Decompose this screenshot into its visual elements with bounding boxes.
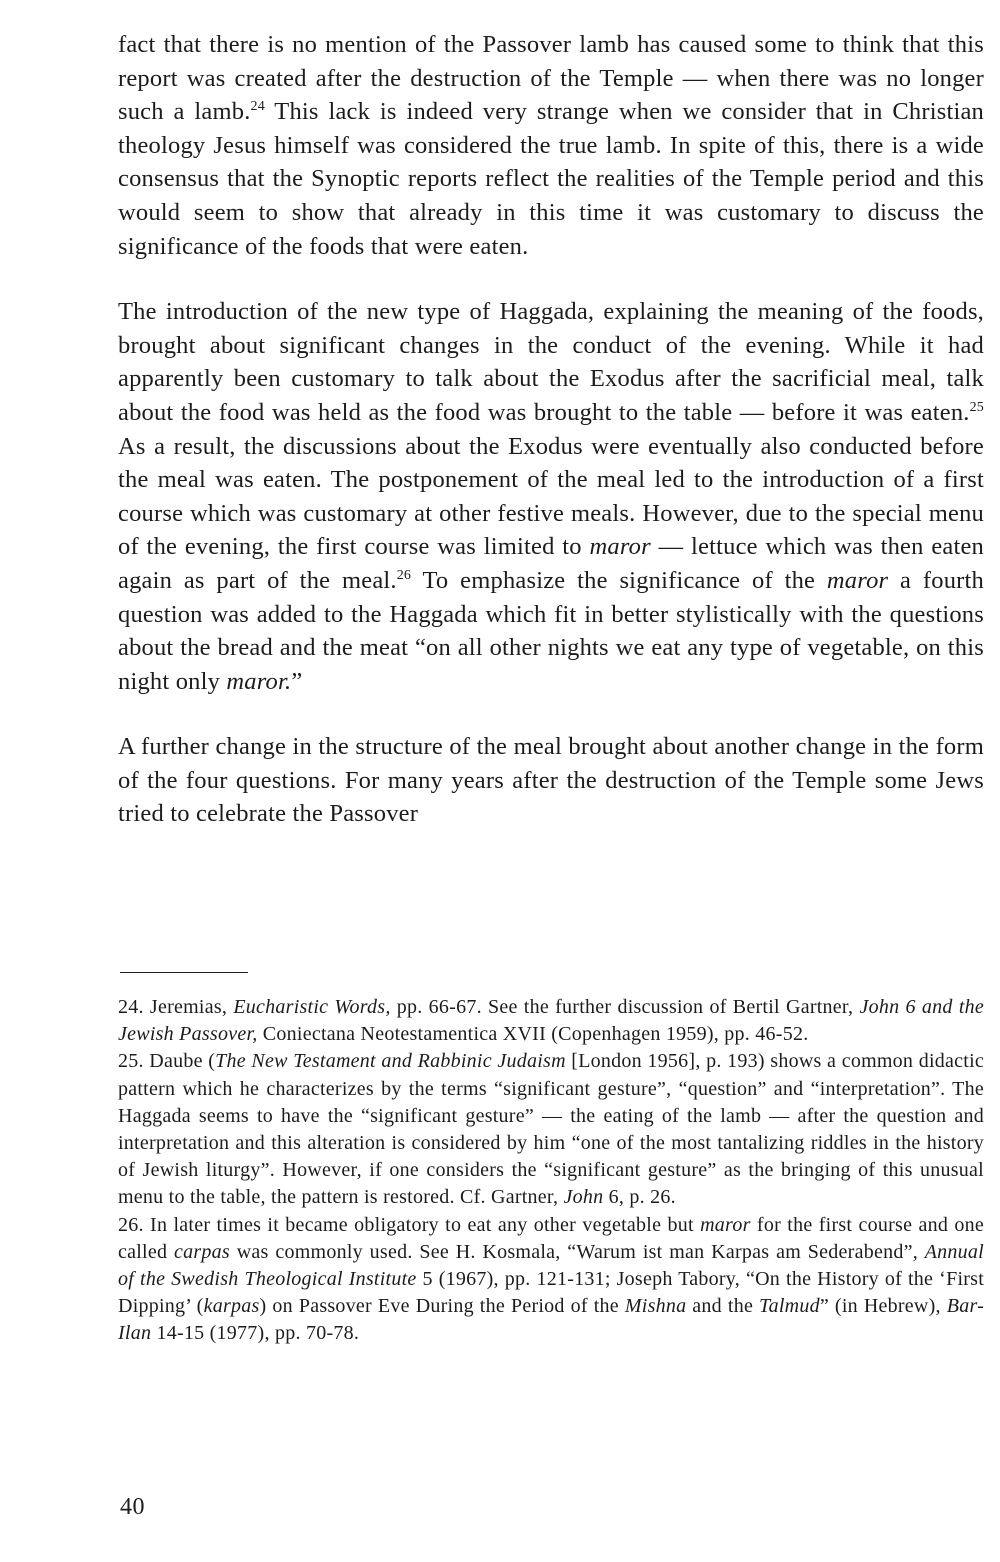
footnote [118,1212,984,1348]
text-run: was commonly used. See H. Kosmala, “Warum ist man Karpas am Sederabend”, [229,1240,925,1263]
text-run: [London 1956], p. 193) shows a common didactic pattern which he characterizes by the terms “significant gesture”, “question” and “interpretation”. The Haggada seems to have the “significant gesture” — the eating of the lamb — after the question and interpretation and this alteration is considered by him “one of the most tantalizing riddles in the history of Jewish liturgy”. However, if one considers the “significant gesture” as the bringing of this unusual menu to the table, the pattern is restored. Cf. Gartner, [118,1050,984,1209]
body-text [118,28,984,831]
text-run: Coniectana Neotestamentica XVII (Copenhagen 1959), pp. 46-52. [257,1023,809,1046]
text-run: fact that there is no mention of the Passover lamb has caused some to think that this report was created after the destruction of the Temple — when there was no longer such a lamb. [118,31,984,126]
text-run: 6, p. 26. [603,1186,676,1209]
footnote [118,994,984,1048]
text-run: As a result, the discussions about the Exodus were eventually also conducted before the meal was eaten. The postponement of the meal led to the introduction of a first course which was customary at other festive meals. However, due to the special menu of the evening, the first course was limited to [118,432,984,561]
text-run: 25. Daube ( [118,1050,216,1073]
footnote-ref: 25 [969,399,984,415]
text-run: ” [291,667,303,695]
text-run: pp. 66-67. See the further discussion of Bertil Gartner, [390,996,860,1018]
page-number: 40 [120,1494,145,1520]
text-run: a fourth question was added to the Haggada which fit in better stylistically with the questions about the bread and the meat “on all other nights we eat any type of vegetable, on this night only [118,566,984,695]
text-run: for the first course and one called [118,1213,985,1263]
italic-text: John 6 and the Jewish Passover, [118,996,985,1046]
text-run: 26. In later times it became obligatory to eat any other vegetable but [118,1213,701,1236]
italic-text: Mishna [624,1295,687,1318]
text-run: 14-15 (1977), pp. 70-78. [151,1322,360,1345]
text-run: ) on Passover Eve During the Period of the [259,1295,625,1318]
text-run: To emphasize the significance of the [411,566,827,594]
italic-text: The New Testament and Rabbinic Judaism [215,1050,566,1073]
italic-text: John [563,1186,604,1209]
footnotes [118,994,984,1348]
italic-text: Talmud [759,1295,820,1318]
footnote-ref: 24 [250,99,265,115]
italic-text: maror [700,1213,751,1236]
paragraph [118,295,984,698]
italic-text: maror [589,533,651,561]
italic-text: Eucharistic Words, [233,996,391,1018]
italic-text: Bar-Ilan [118,1295,984,1345]
paragraph [118,730,984,831]
text-run: and the [686,1295,760,1318]
text-run: — lettuce which was then eaten again as part of the meal. [118,533,984,594]
text-run: A further change in the structure of the meal brought about another change in the form of the four questions. For many years after the destruction of the Temple some Jews tried to celebrate the Passover [118,733,984,828]
text-run: 5 (1967), pp. 121-131; Joseph Tabory, “On the History of the ‘First Dipping’ ( [118,1268,984,1318]
italic-text: maror. [226,667,292,695]
footnote-separator [120,972,248,973]
paragraph [118,28,984,263]
italic-text: maror [826,566,889,594]
text-run: ” (in Hebrew), [819,1295,947,1318]
text-run: 24. Jeremias, [118,996,234,1018]
italic-text: Annual of the Swedish Theological Institute [118,1240,984,1291]
footnote-ref: 26 [396,567,412,583]
text-run: The introduction of the new type of Haggada, explaining the meaning of the foods, brought about significant changes in the conduct of the evening. While it had apparently been customary to talk about the Exodus after the sacrificial meal, talk about the food was held as the food was brought to the table — before it was eaten. [118,298,984,426]
italic-text: karpas [203,1295,260,1318]
footnote [118,1048,984,1211]
italic-text: carpas [174,1240,230,1263]
text-run: This lack is indeed very strange when we consider that in Christian theology Jesus himself was considered the true lamb. In spite of this, there is a wide consensus that the Synoptic reports reflect the realities of the Temple period and this would seem to show that already in this time it was customary to discuss the significance of the foods that were eaten. [118,98,984,260]
